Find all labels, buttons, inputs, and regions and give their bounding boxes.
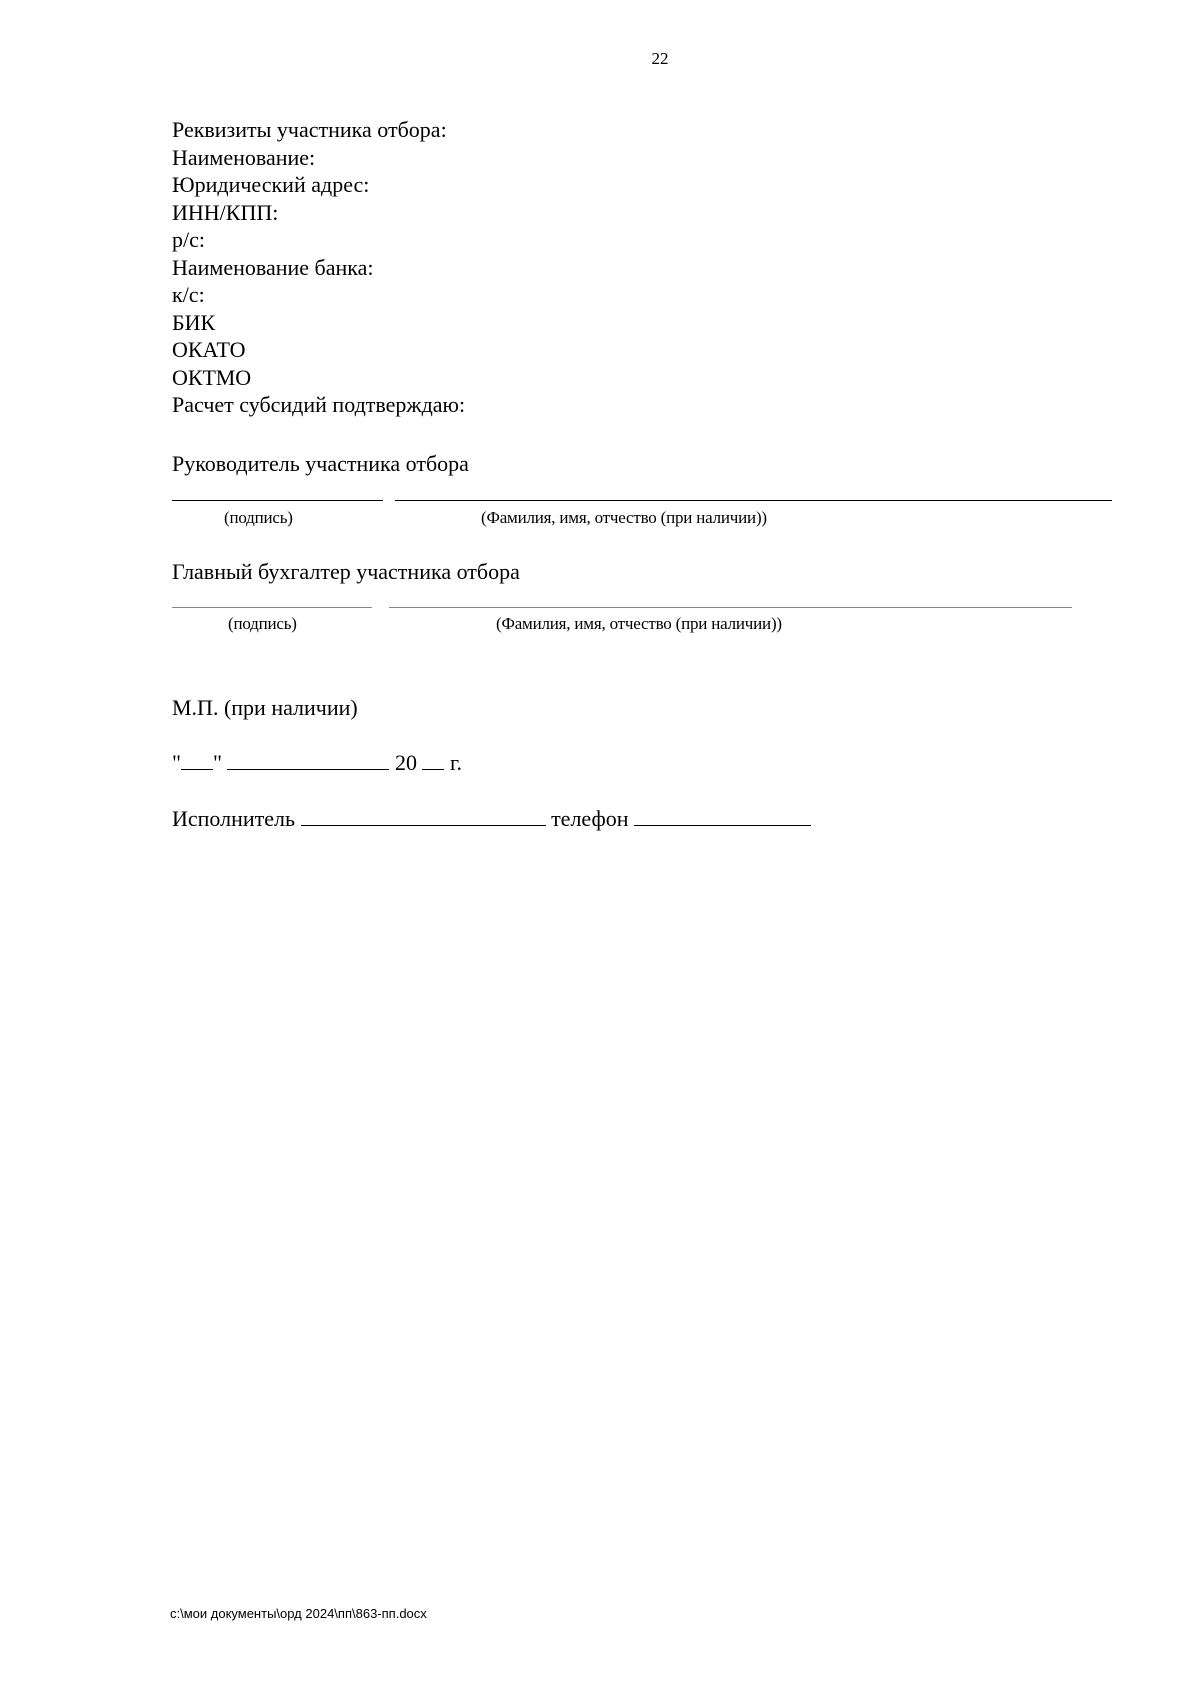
accountant-signature-line <box>172 607 372 608</box>
day-blank <box>181 751 213 770</box>
accountant-signature-title: Главный бухгалтер участника отбора <box>172 559 520 584</box>
date-quote-open: " <box>172 750 181 775</box>
year-blank <box>422 751 444 770</box>
year-prefix: 20 <box>394 750 417 775</box>
requisite-oktmo-label: ОКТМО <box>172 364 252 390</box>
requisite-legal-address-label: Юридический адрес: <box>172 172 370 197</box>
executor-line <box>172 806 811 832</box>
subsidy-confirmation-label: Расчет субсидий подтверждаю: <box>172 392 466 417</box>
requisites-block <box>172 116 465 419</box>
requisite-correspondent-account-label: к/с: <box>172 282 205 307</box>
requisite-bik-label: БИК <box>172 309 216 335</box>
requisite-settlement-account-label: р/с: <box>172 227 205 252</box>
requisites-title: Реквизиты участника отбора: <box>172 117 447 142</box>
phone-blank <box>634 807 811 826</box>
requisite-bank-name-label: Наименование банка: <box>172 254 374 280</box>
footer-file-path: c:\мои документы\орд 2024\пп\863-пп.docx <box>170 1606 427 1621</box>
head-signature-title: Руководитель участника отбора <box>172 451 469 476</box>
head-name-caption: (Фамилия, имя, отчество (при наличии)) <box>481 508 767 527</box>
executor-label: Исполнитель <box>172 806 296 831</box>
head-name-line <box>395 500 1112 501</box>
phone-label: телефон <box>551 806 629 831</box>
page-number: 22 <box>651 49 669 68</box>
accountant-name-line <box>389 607 1072 608</box>
year-suffix: г. <box>449 750 463 775</box>
head-signature-line <box>172 500 383 501</box>
requisite-name-label: Наименование: <box>172 144 316 170</box>
date-quote-close: " <box>212 750 222 775</box>
month-blank <box>227 751 389 770</box>
seal-label: М.П. (при наличии) <box>172 695 358 720</box>
requisite-okato-label: ОКАТО <box>172 337 246 362</box>
date-line <box>172 750 462 776</box>
accountant-name-caption: (Фамилия, имя, отчество (при наличии)) <box>496 614 782 633</box>
accountant-signature-caption: (подпись) <box>228 614 297 633</box>
requisite-inn-kpp-label: ИНН/КПП: <box>172 199 279 225</box>
head-signature-caption: (подпись) <box>224 508 293 527</box>
executor-blank <box>301 807 546 826</box>
